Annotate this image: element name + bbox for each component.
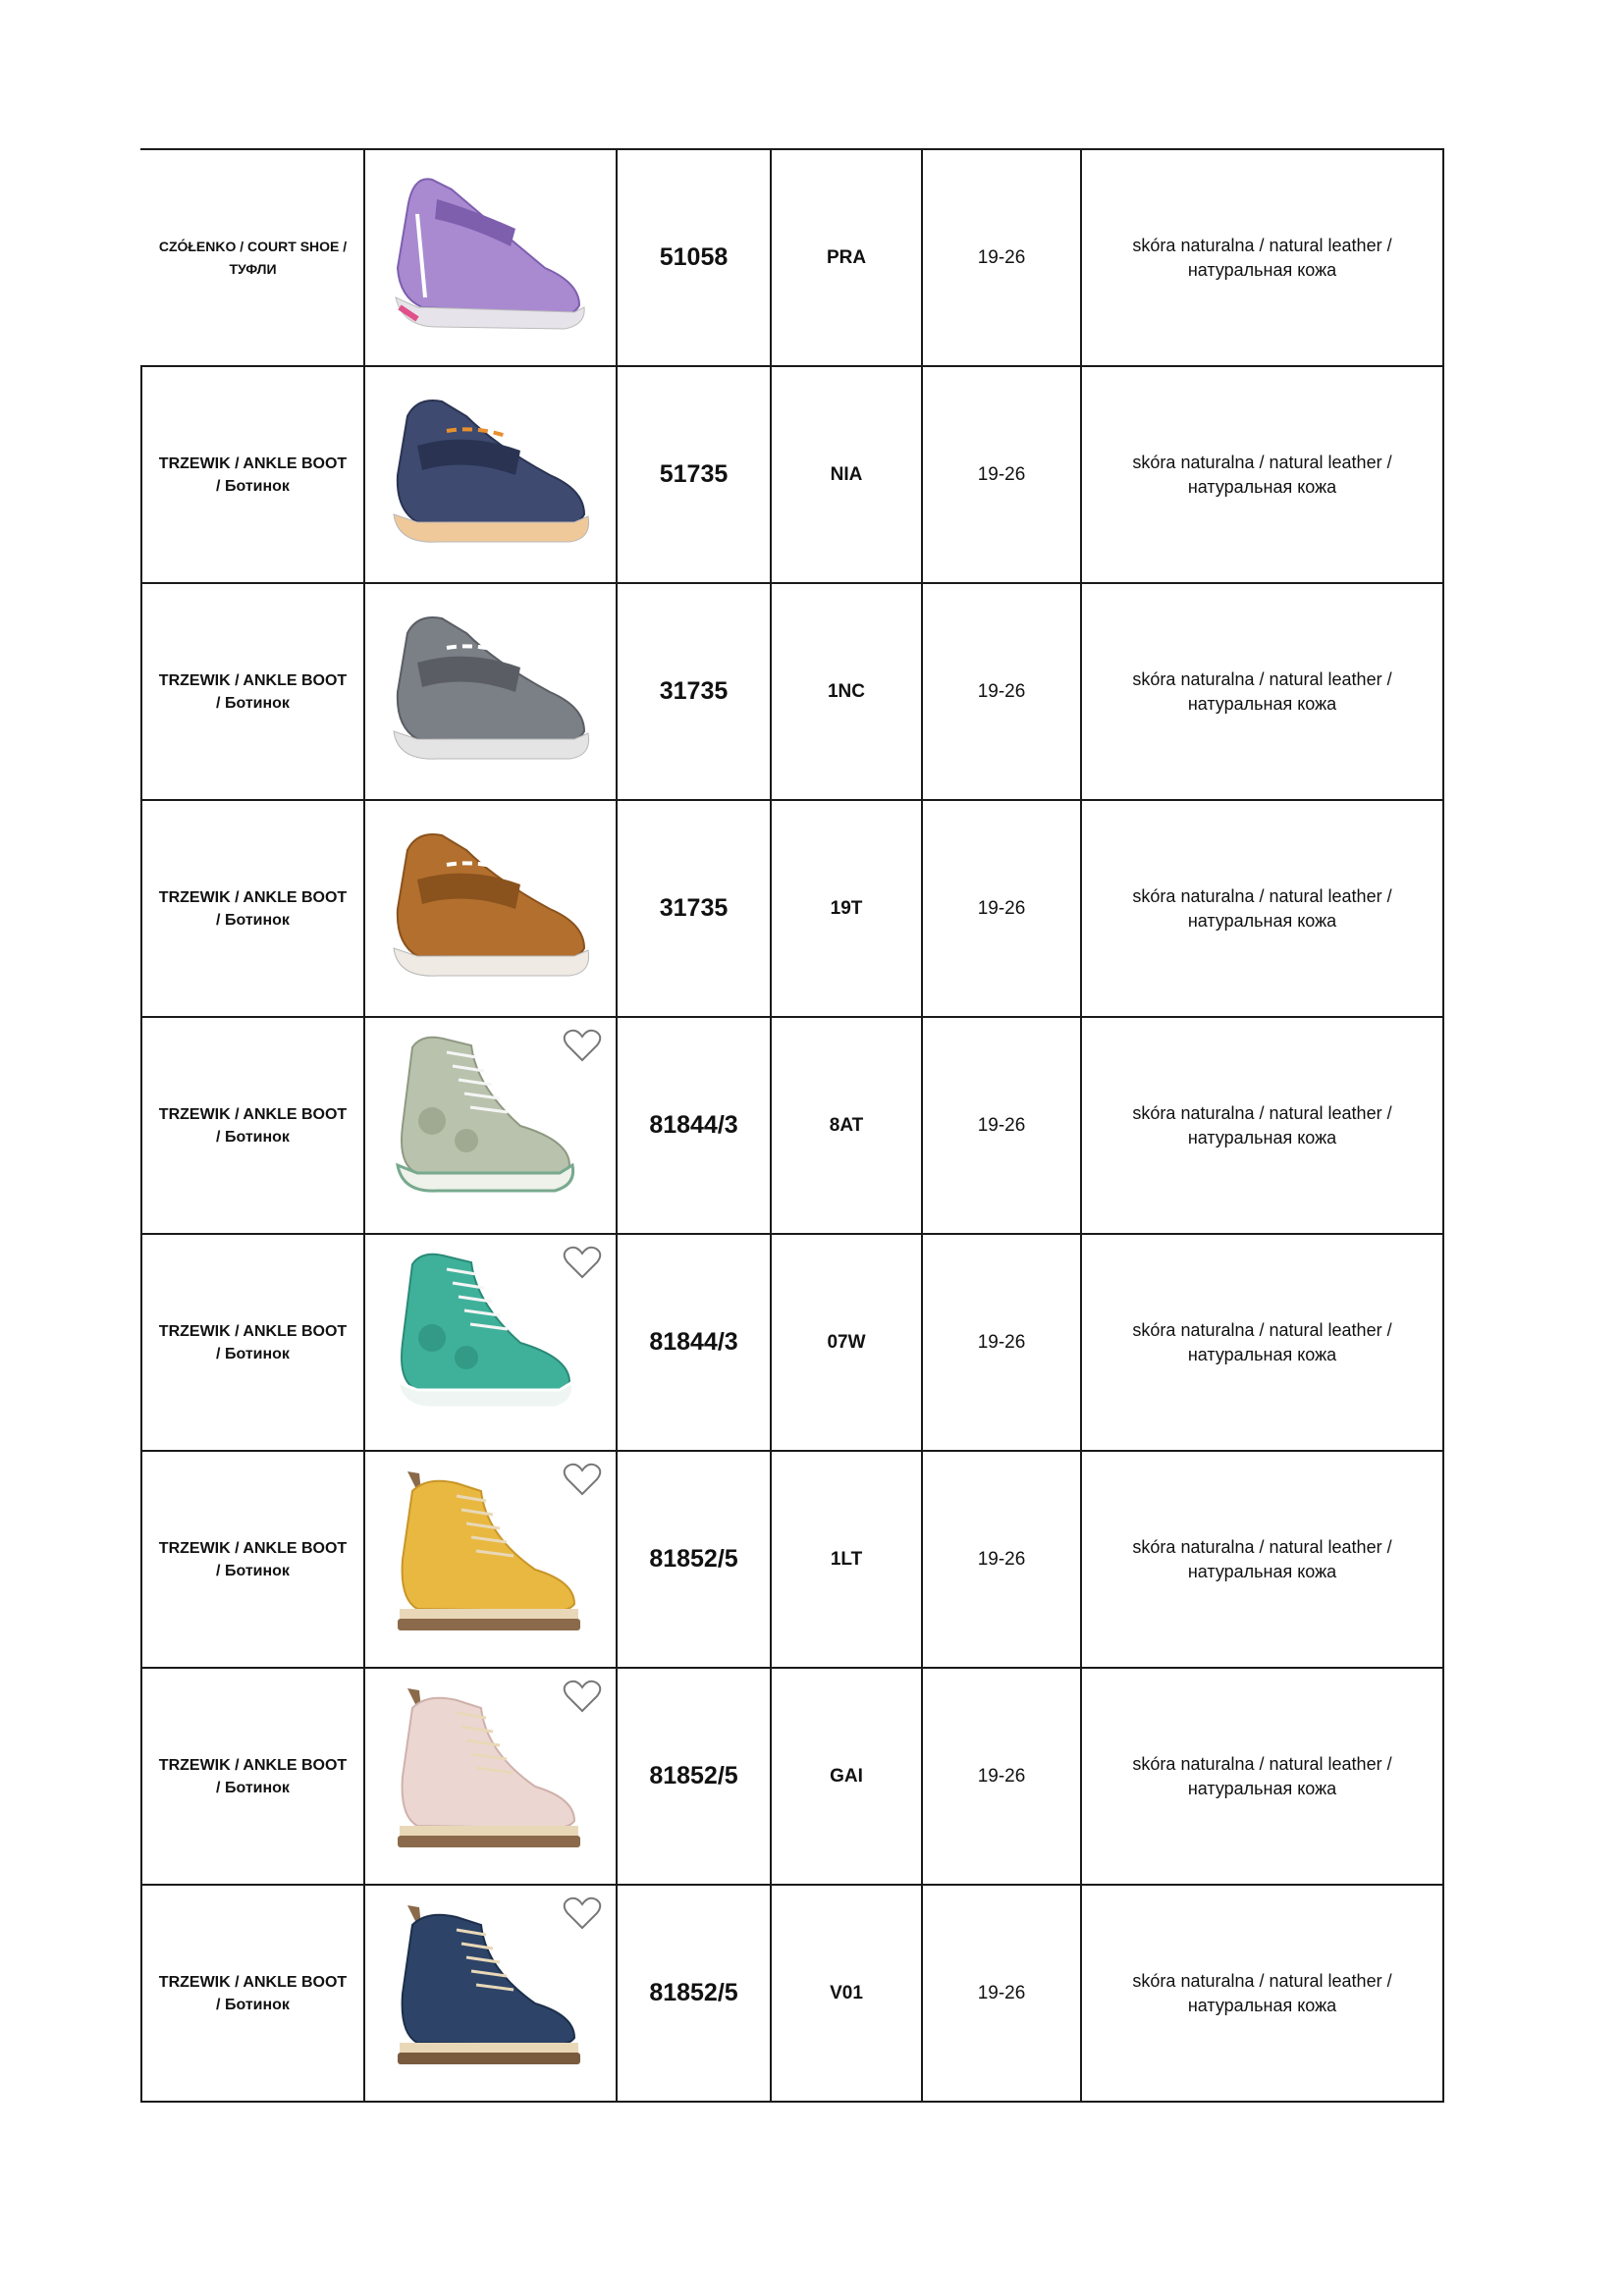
size-cell xyxy=(922,583,1081,800)
code-cell xyxy=(617,583,771,800)
code-cell xyxy=(617,800,771,1017)
type-cell xyxy=(141,1451,364,1668)
image-cell xyxy=(364,366,617,583)
shoe-upper xyxy=(402,1914,573,2044)
shoe-sole xyxy=(398,2053,580,2064)
heart-outline xyxy=(565,1248,601,1277)
material-cell xyxy=(1081,149,1443,366)
product-code: 81852/5 xyxy=(649,1762,738,1789)
color-code-cell xyxy=(771,583,922,800)
shoe-image xyxy=(378,377,604,573)
size-cell xyxy=(922,1017,1081,1234)
shoe-upper xyxy=(402,1254,569,1391)
type-cell xyxy=(141,366,364,583)
material: skóra naturalna / natural leather / натуральная кожа xyxy=(1132,452,1392,497)
shoe-pattern xyxy=(418,1324,446,1352)
shoe-upper xyxy=(402,1480,573,1610)
size-range: 19-26 xyxy=(977,1765,1026,1787)
heart-outline xyxy=(565,1465,601,1494)
color-code: 1LT xyxy=(830,1548,863,1570)
material-cell xyxy=(1081,1668,1443,1885)
type-cell xyxy=(141,1017,364,1234)
material: skóra naturalna / natural leather / натуральная кожа xyxy=(1132,1319,1392,1364)
color-code-cell xyxy=(771,1234,922,1451)
material-cell xyxy=(1081,366,1443,583)
shoe-image xyxy=(378,160,604,356)
product-code: 81852/5 xyxy=(649,1545,738,1573)
product-table xyxy=(140,148,1444,2103)
material: skóra naturalna / natural leather / натуральная кожа xyxy=(1132,1536,1392,1581)
heart-icon xyxy=(563,1245,602,1280)
color-code: 8AT xyxy=(829,1114,864,1136)
product-type: TRZEWIK / ANKLE BOOT / Ботинок xyxy=(158,1539,348,1579)
color-code-cell xyxy=(771,1451,922,1668)
size-range: 19-26 xyxy=(977,897,1026,919)
heart-outline xyxy=(565,1682,601,1711)
size-cell xyxy=(922,1885,1081,2102)
material-cell xyxy=(1081,1017,1443,1234)
product-type: TRZEWIK / ANKLE BOOT / Ботинок xyxy=(158,1756,348,1796)
type-cell xyxy=(141,1234,364,1451)
heart-icon xyxy=(563,1028,602,1063)
table-row xyxy=(141,1017,1443,1234)
heart-icon xyxy=(563,1896,602,1931)
code-cell xyxy=(617,1885,771,2102)
shoe-upper xyxy=(402,1697,573,1827)
color-code-cell xyxy=(771,800,922,1017)
material: skóra naturalna / natural leather / натуральная кожа xyxy=(1132,235,1392,280)
color-code-cell xyxy=(771,1885,922,2102)
color-code: 1NC xyxy=(827,680,865,702)
size-cell xyxy=(922,366,1081,583)
size-cell xyxy=(922,1234,1081,1451)
color-code: PRA xyxy=(826,246,867,268)
color-code-cell xyxy=(771,149,922,366)
product-table-body xyxy=(141,149,1443,2102)
size-range: 19-26 xyxy=(977,463,1026,485)
color-code: V01 xyxy=(830,1982,863,2003)
code-cell xyxy=(617,1451,771,1668)
shoe-welt xyxy=(400,2043,578,2053)
table-row xyxy=(141,366,1443,583)
material: skóra naturalna / natural leather / натуральная кожа xyxy=(1132,668,1392,714)
shoe-pattern xyxy=(455,1129,478,1152)
code-cell xyxy=(617,1017,771,1234)
table-row xyxy=(141,1885,1443,2102)
material: skóra naturalna / natural leather / натуральная кожа xyxy=(1132,885,1392,931)
product-code: 51058 xyxy=(659,243,729,271)
shoe-image xyxy=(378,594,604,790)
product-code: 31735 xyxy=(659,894,729,922)
image-cell xyxy=(364,1668,617,1885)
shoe-pattern xyxy=(418,1107,446,1135)
size-range: 19-26 xyxy=(977,1548,1026,1570)
product-type: TRZEWIK / ANKLE BOOT / Ботинок xyxy=(158,1105,348,1146)
material-cell xyxy=(1081,1234,1443,1451)
color-code: GAI xyxy=(830,1765,863,1787)
type-cell xyxy=(141,1885,364,2102)
material-cell xyxy=(1081,583,1443,800)
product-type: TRZEWIK / ANKLE BOOT / Ботинок xyxy=(158,888,348,929)
type-cell xyxy=(141,1668,364,1885)
image-cell xyxy=(364,583,617,800)
product-code: 51735 xyxy=(659,460,729,488)
material-cell xyxy=(1081,1885,1443,2102)
color-code: 07W xyxy=(827,1331,866,1353)
table-row xyxy=(141,1668,1443,1885)
color-code-cell xyxy=(771,366,922,583)
product-code: 81844/3 xyxy=(649,1111,738,1139)
size-cell xyxy=(922,1451,1081,1668)
shoe-pattern xyxy=(455,1346,478,1369)
image-cell xyxy=(364,1017,617,1234)
shoe-sole xyxy=(398,1836,580,1847)
image-cell xyxy=(364,149,617,366)
shoe-welt xyxy=(400,1826,578,1836)
type-cell xyxy=(141,800,364,1017)
material: skóra naturalna / natural leather / натуральная кожа xyxy=(1132,1102,1392,1148)
image-cell xyxy=(364,1234,617,1451)
heart-outline xyxy=(565,1031,601,1060)
shoe-sole xyxy=(398,1619,580,1630)
shoe-welt xyxy=(400,1609,578,1619)
material: skóra naturalna / natural leather / натуральная кожа xyxy=(1132,1753,1392,1798)
size-range: 19-26 xyxy=(977,1982,1026,2003)
code-cell xyxy=(617,1234,771,1451)
product-type: TRZEWIK / ANKLE BOOT / Ботинок xyxy=(158,671,348,712)
shoe-upper xyxy=(402,1037,569,1174)
product-code: 81844/3 xyxy=(649,1328,738,1356)
code-cell xyxy=(617,149,771,366)
product-code: 81852/5 xyxy=(649,1979,738,2006)
color-code-cell xyxy=(771,1668,922,1885)
color-code: NIA xyxy=(830,463,863,485)
heart-icon xyxy=(563,1462,602,1497)
product-type: TRZEWIK / ANKLE BOOT / Ботинок xyxy=(158,454,348,495)
size-range: 19-26 xyxy=(977,1331,1026,1353)
size-cell xyxy=(922,149,1081,366)
image-cell xyxy=(364,1451,617,1668)
size-range: 19-26 xyxy=(977,1114,1026,1136)
product-type: CZÓŁENKO / COURT SHOE / ТУФЛИ xyxy=(158,238,348,277)
size-cell xyxy=(922,1668,1081,1885)
color-code: 19T xyxy=(830,897,863,919)
table-row xyxy=(141,583,1443,800)
heart-outline xyxy=(565,1898,601,1928)
type-cell xyxy=(141,149,364,366)
heart-icon xyxy=(563,1679,602,1714)
table-row xyxy=(141,1451,1443,1668)
code-cell xyxy=(617,366,771,583)
product-type: TRZEWIK / ANKLE BOOT / Ботинок xyxy=(158,1973,348,2013)
material-cell xyxy=(1081,1451,1443,1668)
product-type: TRZEWIK / ANKLE BOOT / Ботинок xyxy=(158,1322,348,1362)
product-code: 31735 xyxy=(659,677,729,705)
image-cell xyxy=(364,800,617,1017)
material-cell xyxy=(1081,800,1443,1017)
type-cell xyxy=(141,583,364,800)
size-range: 19-26 xyxy=(977,680,1026,702)
table-row xyxy=(141,149,1443,366)
image-cell xyxy=(364,1885,617,2102)
material: skóra naturalna / natural leather / натуральная кожа xyxy=(1132,1970,1392,2015)
shoe-image xyxy=(378,811,604,1007)
size-cell xyxy=(922,800,1081,1017)
table-row xyxy=(141,800,1443,1017)
code-cell xyxy=(617,1668,771,1885)
color-code-cell xyxy=(771,1017,922,1234)
table-row xyxy=(141,1234,1443,1451)
size-range: 19-26 xyxy=(977,246,1026,268)
